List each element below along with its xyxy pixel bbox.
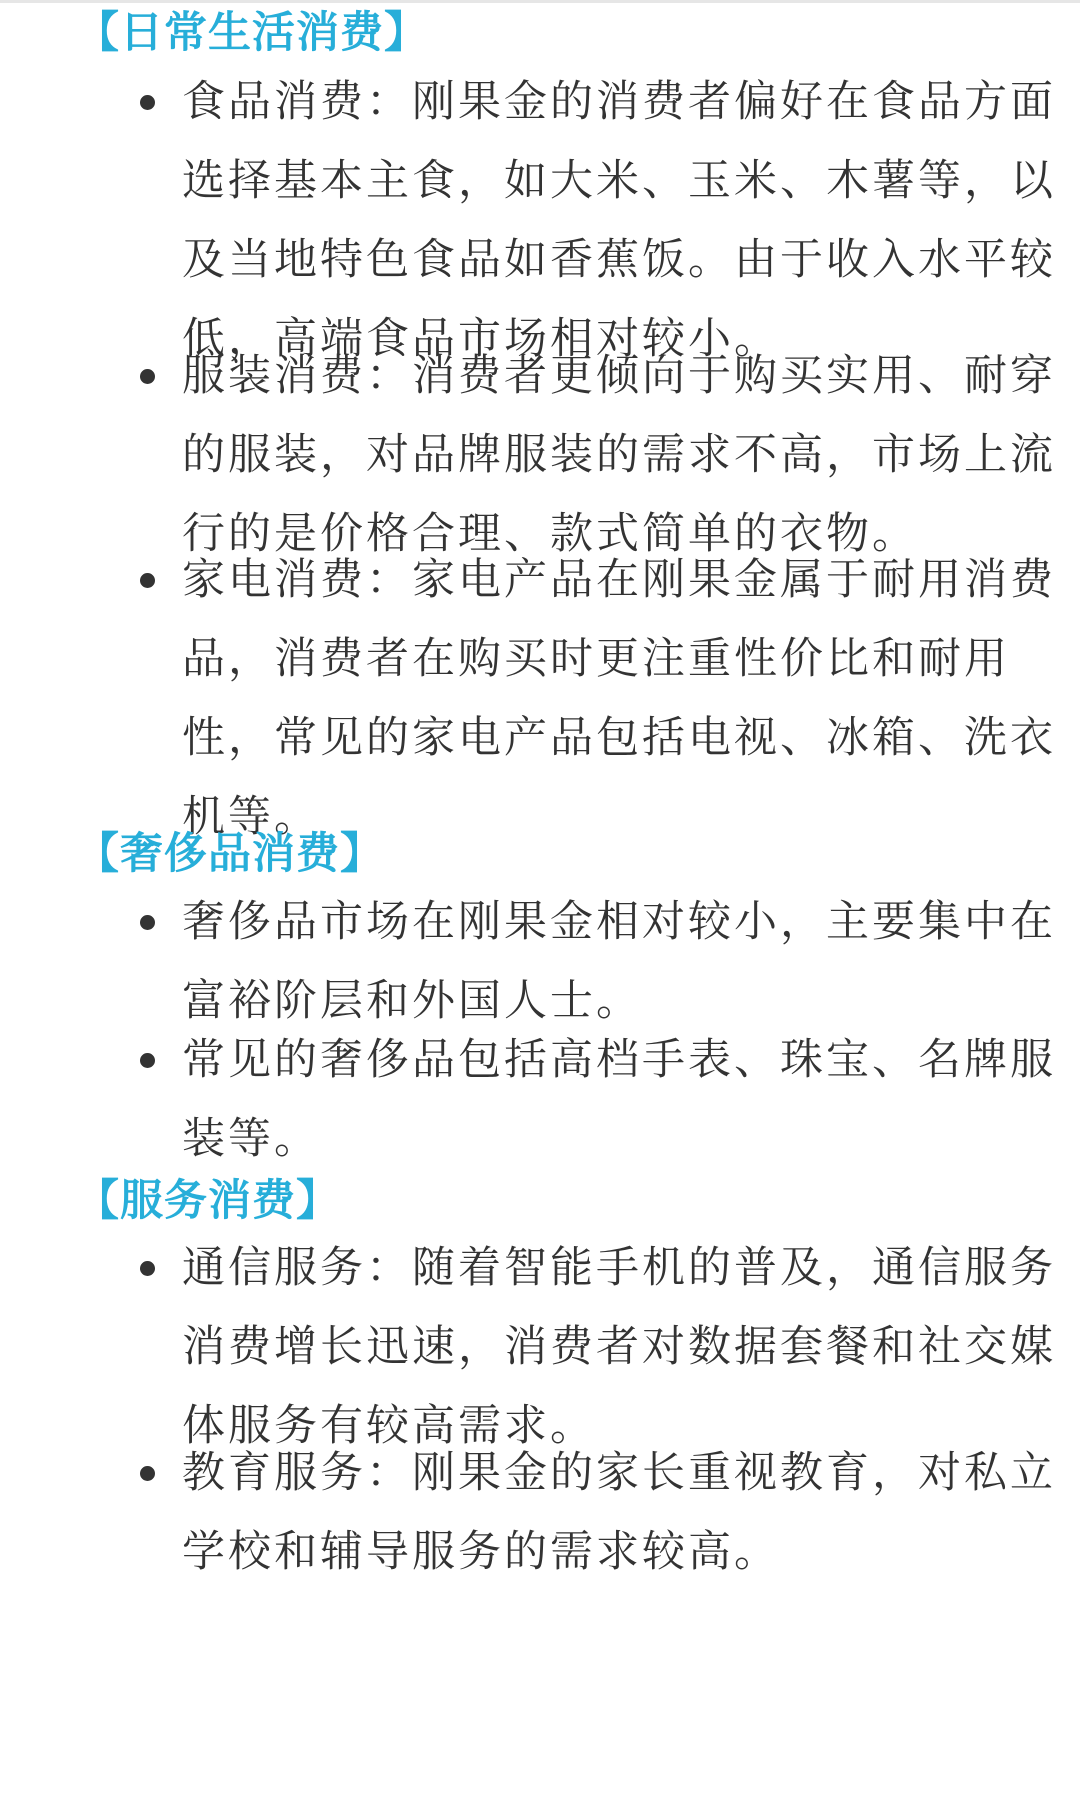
bullet-icon [140, 369, 155, 384]
list-item [140, 541, 1056, 857]
list-item-text: 食品消费：刚果金的消费者偏好在食品方面选择基本主食，如大米、玉米、木薯等，以及当地特色食品如香蕉饭。由于收入水平较低，高端食品市场相对较小。 [182, 77, 1056, 364]
bullet-icon [140, 915, 155, 930]
list-item-text: 家电消费：家电产品在刚果金属于耐用消费品，消费者在购买时更注重性价比和耐用性，常见的家电产品包括电视、冰箱、洗衣机等。 [182, 555, 1056, 842]
section-heading-luxury-consumption: 【奢侈品消费】 [76, 829, 384, 879]
list-item-text: 教育服务：刚果金的家长重视教育，对私立学校和辅导服务的需求较高。 [182, 1448, 1056, 1577]
bullet-icon [140, 1466, 155, 1481]
section-heading-daily-consumption: 【日常生活消费】 [76, 8, 428, 58]
list-item [140, 1229, 1056, 1466]
bullet-icon [140, 573, 155, 588]
bullet-icon [140, 95, 155, 110]
list-item [140, 63, 1056, 379]
bullet-icon [140, 1261, 155, 1276]
list-item [140, 1021, 1056, 1179]
bullet-icon [140, 1053, 155, 1068]
list-item [140, 883, 1056, 1041]
list-item [140, 1434, 1056, 1592]
list-item-text: 常见的奢侈品包括高档手表、珠宝、名牌服装等。 [182, 1035, 1056, 1164]
top-divider [0, 0, 1080, 3]
list-item [140, 337, 1056, 574]
section-heading-service-consumption: 【服务消费】 [76, 1176, 340, 1226]
list-item-text: 奢侈品市场在刚果金相对较小，主要集中在富裕阶层和外国人士。 [182, 897, 1056, 1026]
list-item-text: 服装消费：消费者更倾向于购买实用、耐穿的服装，对品牌服装的需求不高，市场上流行的是价格合理、款式简单的衣物。 [182, 351, 1056, 559]
list-item-text: 通信服务：随着智能手机的普及，通信服务消费增长迅速，消费者对数据套餐和社交媒体服务有较高需求。 [182, 1243, 1056, 1451]
